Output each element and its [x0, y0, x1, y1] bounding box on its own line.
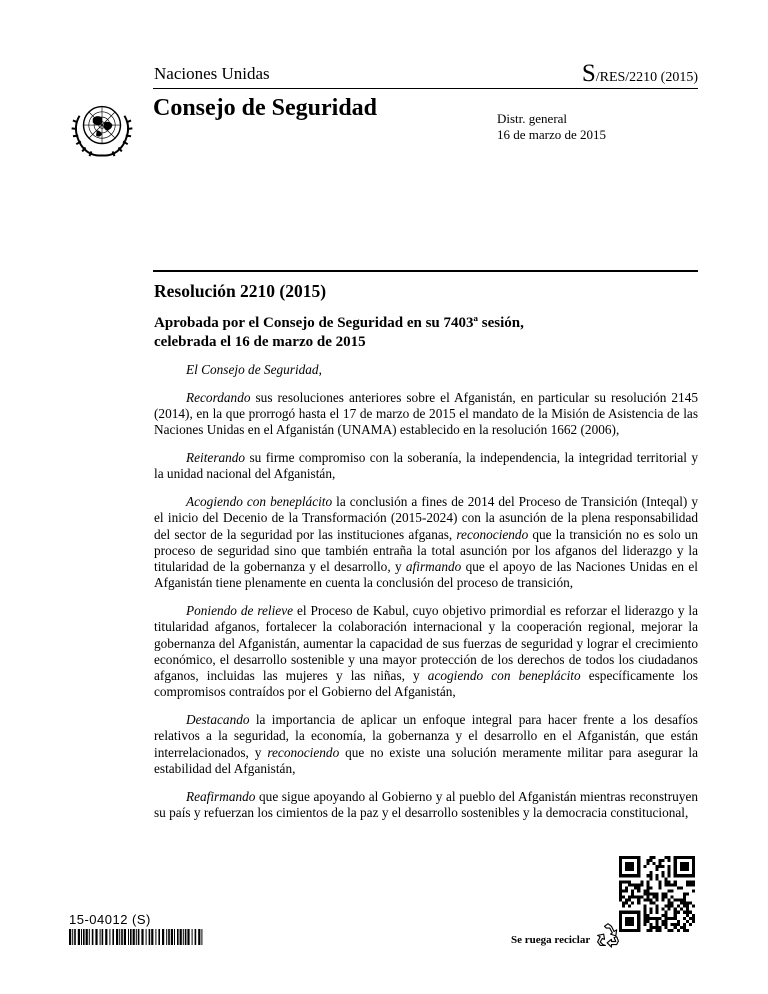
paragraph-text: la importancia de aplicar un enfoque integral para hacer frente a los desafíos relativos a la seguridad, la economía, la gobernanza y el desarrollo en el Afganistán, que están interrelacionados, y: [154, 712, 698, 760]
paragraph-text: su firme compromiso con la soberanía, la independencia, la integridad territorial y la unidad nacional del Afganistán,: [154, 450, 698, 482]
qr-code-icon: [619, 856, 695, 932]
paragraph-lead: Reafirmando: [186, 788, 256, 804]
paragraph-lead: afirmando: [405, 559, 462, 575]
resolution-title: Resolución 2210 (2015): [154, 281, 327, 301]
recycle-icon: [595, 922, 621, 948]
paragraph-text: que la transición no es solo un proceso de seguridad sino que también entraña la total asunción por los afganos del liderazgo y la titularidad de la gobernanza y el desarrollo, y: [154, 526, 698, 575]
paragraph-reiterando: [154, 450, 698, 482]
preamble-lead: El Consejo de Seguridad: [186, 362, 319, 377]
preamble-paragraph: [154, 362, 698, 378]
recycle-label: Se ruega reciclar: [511, 934, 591, 946]
paragraph-text: específicamente los compromisos contraídos por el Gobierno del Afganistán,: [154, 668, 698, 700]
document-number: 15-04012 (S): [69, 912, 151, 927]
un-emblem-icon: [69, 96, 135, 162]
paragraph-lead: Acogiendo con beneplácito: [186, 494, 333, 510]
paragraph-acogiendo: [154, 494, 698, 591]
paragraph-lead: reconociendo: [456, 526, 529, 542]
distribution-block: [497, 111, 606, 143]
paragraph-lead: reconociendo: [267, 744, 340, 760]
organization-name: Naciones Unidas: [154, 64, 270, 83]
paragraph-poniendo: [154, 603, 698, 700]
symbol-prefix: S: [581, 60, 596, 87]
paragraph-text: el Proceso de Kabul, cuyo objetivo primordial es reforzar el liderazgo y la titularidad afganos, fortalecer la colaboración internacional y la cooperación regional, mejorar la gobernanza del Afganistán, aumentar la capacidad de sus fuerzas de seguridad y lograr el crecimiento económico, el desarrollo sostenible y una mayor protección de los derechos de todos los ciudadanos afganos, incluidas las mujeres y las niñas, y: [154, 603, 698, 683]
issue-date: 16 de marzo de 2015: [497, 127, 607, 142]
paragraph-recordando: [154, 390, 698, 439]
symbol-number: /RES/2210 (2015): [595, 70, 698, 85]
paragraph-text: que sigue apoyando al Gobierno y al pueblo del Afganistán mientras reconstruyen su país y refuerzan los cimientos de la paz y el desarrollo sostenibles y la democracia constitucional,: [154, 788, 698, 820]
paragraph-text: la conclusión a fines de 2014 del Proceso de Transición (Inteqal) y el inicio del Decenio de la Transformación (2015-2024) con la asunción de la plena responsabilidad del sector de la seguridad por las instituciones afganas,: [154, 494, 698, 542]
paragraph-lead: Destacando: [186, 712, 250, 728]
adoption-statement: [154, 314, 694, 352]
document-symbol: [582, 60, 698, 88]
paragraph-lead: Recordando: [186, 389, 251, 405]
preamble-text: ,: [318, 362, 322, 377]
paragraph-lead: acogiendo con beneplácito: [427, 668, 581, 683]
header-rule: [153, 88, 698, 89]
paragraph-reafirmando: [154, 789, 698, 821]
adoption-line-1: Aprobada por el Consejo de Seguridad en su 7403ª sesión,: [154, 315, 524, 331]
paragraph-lead: Reiterando: [186, 450, 246, 466]
title-rule: [153, 270, 698, 272]
resolution-body: [154, 362, 698, 833]
council-name: Consejo de Seguridad: [153, 95, 378, 121]
paragraph-text: que el apoyo de las Naciones Unidas en el Afganistán tiene plenamente en cuenta la conclusión del proceso de transición,: [154, 559, 698, 591]
barcode-icon: [69, 929, 205, 945]
adoption-line-2: celebrada el 16 de marzo de 2015: [154, 334, 366, 350]
paragraph-destacando: [154, 712, 698, 777]
paragraph-lead: Poniendo de relieve: [186, 603, 294, 619]
paragraph-text: que no existe una solución meramente militar para asegurar la estabilidad del Afganistán,: [154, 744, 698, 776]
distribution-label: Distr. general: [497, 111, 568, 126]
paragraph-text: sus resoluciones anteriores sobre el Afganistán, en particular su resolución 2145 (2014), en la que prorrogó hasta el 17 de marzo de 2015 el mandato de la Misión de Asistencia de las Naciones Unidas en el Afganistán (UNAMA) establecido en la resolución 1662 (2006),: [154, 389, 698, 438]
